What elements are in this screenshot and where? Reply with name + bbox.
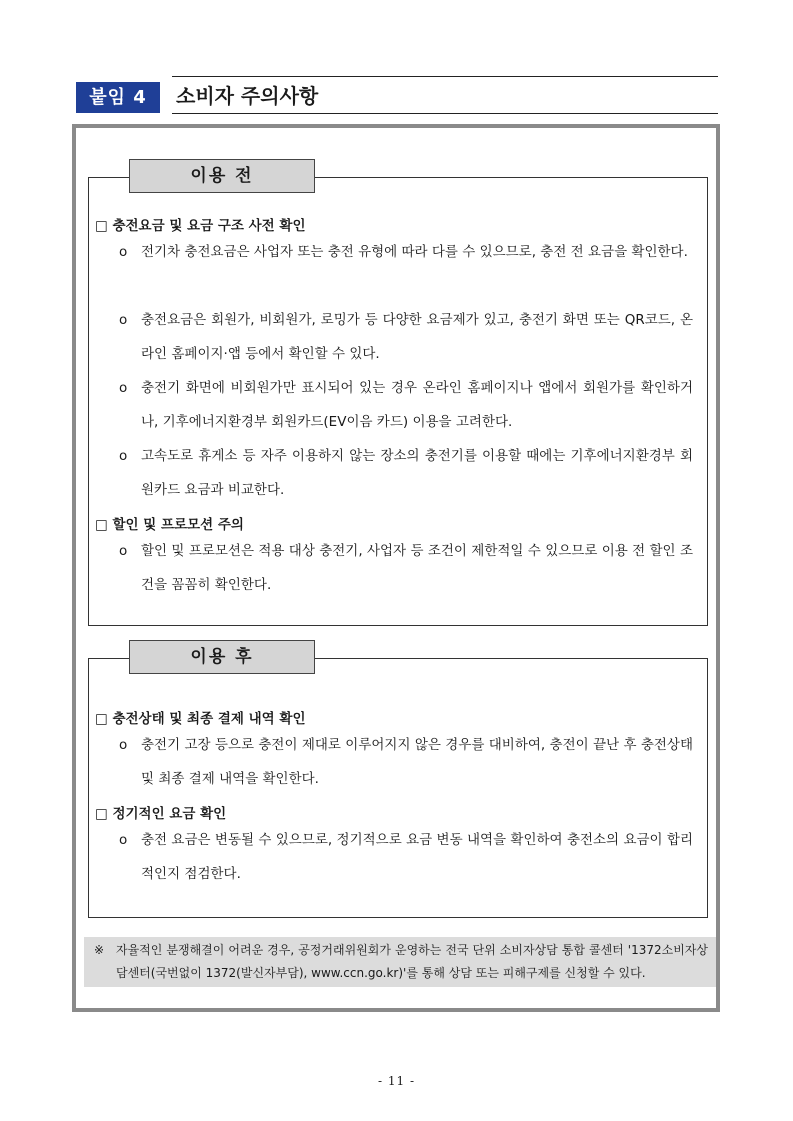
appendix-header <box>76 76 718 116</box>
consumer-center-note <box>84 937 716 987</box>
list-item: o 충전요금은 회원가, 비회원가, 로밍가 등 다양한 요금제가 있고, 충전기 화면 또는 QR코드, 온라인 홈페이지·앱 등에서 확인할 수 있다. <box>119 303 693 371</box>
bullet: o <box>119 737 128 753</box>
page-title: 소비자 주의사항 <box>176 84 319 108</box>
note-text: 자율적인 분쟁해결이 어려운 경우, 공정거래위원회가 운영하는 전국 단위 소비자상담 통합 콜센터 '1372소비자상담센터(국번없이 1372(발신자부담), www.ccn.go.kr)'를 통해 상담 또는 피해구제를 신청할 수 있다. <box>116 943 708 980</box>
bullet: o <box>119 380 128 396</box>
appendix-badge: 붙임 4 <box>76 82 160 113</box>
page-number: - 11 - <box>377 1074 415 1088</box>
list-item: o 할인 및 프로모션은 적용 대상 충전기, 사업자 등 조건이 제한적일 수 있으므로 이용 전 할인 조건을 꼼꼼히 확인한다. <box>119 534 693 602</box>
list-item: o 충전 요금은 변동될 수 있으므로, 정기적으로 요금 변동 내역을 확인하여 충전소의 요금이 합리적인지 점검한다. <box>119 823 693 891</box>
list-item: o 전기차 충전요금은 사업자 또는 충전 유형에 따라 다를 수 있으므로, 충전 전 요금을 확인한다. <box>119 235 693 269</box>
section-heading-regular-check: □ 정기적인 요금 확인 <box>95 806 227 822</box>
section-heading-final-payment: □ 충전상태 및 최종 결제 내역 확인 <box>95 711 306 727</box>
reference-mark: ※ <box>94 943 105 957</box>
list-item: o 충전기 고장 등으로 충전이 제대로 이루어지지 않은 경우를 대비하여, 충전이 끝난 후 충전상태 및 최종 결제 내역을 확인한다. <box>119 728 693 796</box>
before-use-tab: 이용 전 <box>129 159 315 193</box>
bullet: o <box>119 543 128 559</box>
header-rule-bottom <box>172 113 718 114</box>
bullet: o <box>119 448 128 464</box>
section-heading-discount: □ 할인 및 프로모션 주의 <box>95 517 244 533</box>
after-use-box <box>88 647 708 918</box>
bullet: o <box>119 832 128 848</box>
list-item: o 충전기 화면에 비회원가만 표시되어 있는 경우 온라인 홈페이지나 앱에서 회원가를 확인하거나, 기후에너지환경부 회원카드(EV이음 카드) 이용을 고려한다. <box>119 371 693 439</box>
section-heading-fee-structure: □ 충전요금 및 요금 구조 사전 확인 <box>95 218 306 234</box>
header-rule-top <box>172 76 718 77</box>
content-frame <box>72 124 720 1012</box>
before-use-box <box>88 166 708 626</box>
bullet: o <box>119 244 128 260</box>
after-use-tab: 이용 후 <box>129 640 315 674</box>
bullet: o <box>119 312 128 328</box>
list-item: o 고속도로 휴게소 등 자주 이용하지 않는 장소의 충전기를 이용할 때에는 기후에너지환경부 회원카드 요금과 비교한다. <box>119 439 693 507</box>
